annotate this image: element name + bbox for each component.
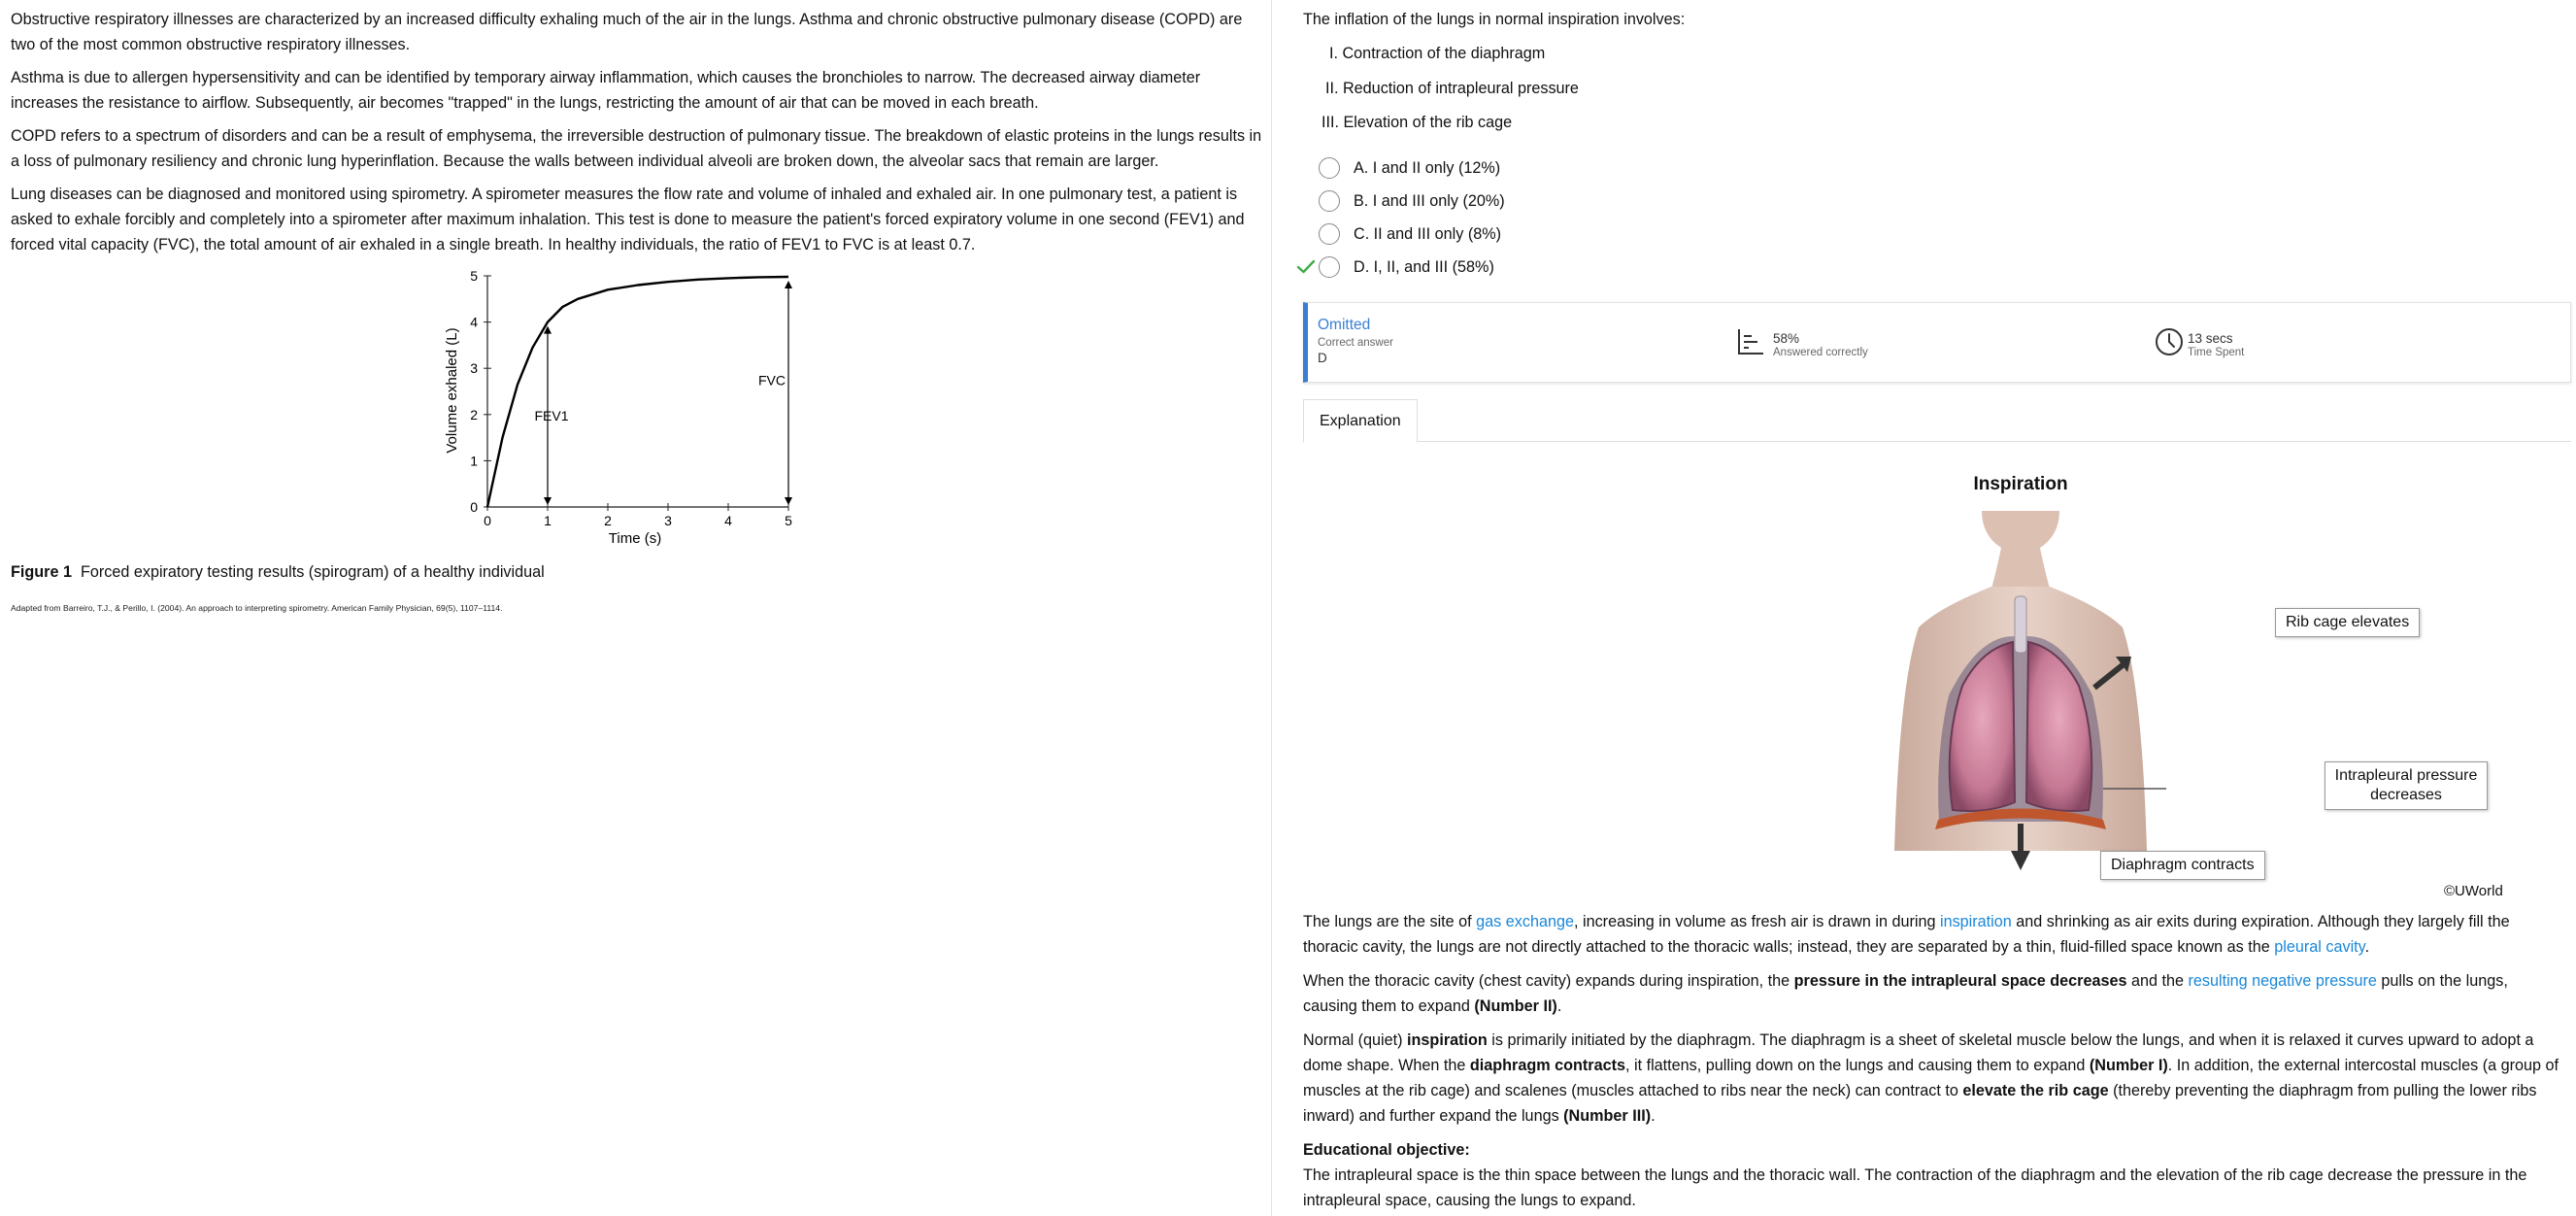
label-diaphragm: Diaphragm contracts xyxy=(2100,851,2265,880)
clock-icon xyxy=(2155,327,2184,361)
question-pane[interactable] xyxy=(1273,0,2576,1216)
answer-choice-b[interactable] xyxy=(1293,186,1779,216)
text-run: The lungs are the site of xyxy=(1303,913,1477,930)
educational-objective-heading: Educational objective: xyxy=(1303,1141,1470,1159)
x-tick-label: 1 xyxy=(544,513,552,528)
explanation-tabs xyxy=(1303,399,2571,442)
x-tick-label: 2 xyxy=(604,513,612,528)
passage-paragraph: Obstructive respiratory illnesses are characterized by an increased difficulty exhaling much of the air in the lungs. Asthma and chronic obstructive pulmonary disease (COPD) are two of the most common obstructive respiratory illnesses. xyxy=(11,11,1243,53)
y-tick-label: 3 xyxy=(470,360,478,377)
figure-source: Adapted from Barreiro, T.J., & Perillo, I. (2004). An approach to interpreting spirometry. American Family Physician, 69(5), 1107–1114. xyxy=(11,603,503,613)
text-run: . xyxy=(1651,1107,1656,1125)
text-run: , increasing in volume as fresh air is drawn in during xyxy=(1573,913,1940,930)
y-axis-title: Volume exhaled (L) xyxy=(444,327,460,454)
y-tick-label: 1 xyxy=(470,453,478,469)
inspiration-illustration xyxy=(1661,462,2516,909)
annotation-label: FEV1 xyxy=(534,407,569,423)
choice-label: C. II and III only (8%) xyxy=(1354,224,1502,243)
link-pleural-cavity[interactable]: pleural cavity xyxy=(2274,938,2365,956)
choice-label: B. I and III only (20%) xyxy=(1354,191,1505,210)
bold-text: (Number III) xyxy=(1563,1107,1652,1125)
question-stem: The inflation of the lungs in normal inspiration involves: xyxy=(1303,11,1686,28)
label-rib-cage: Rib cage elevates xyxy=(2275,608,2420,637)
answer-choice-d[interactable] xyxy=(1293,253,1779,282)
answer-status xyxy=(1318,317,1393,365)
passage-pane[interactable] xyxy=(0,0,1272,1216)
text-run: (thereby preventing the diaphragm from pulling the lower ribs inward) and further expand the lungs xyxy=(1303,1082,2537,1125)
text-run: is primarily initiated by the diaphragm. The diaphragm is a sheet of skeletal muscle below the lungs, and when it is relaxed it curves upward to adopt a dome shape. When the xyxy=(1303,1031,2534,1074)
percent-correct-stat xyxy=(1736,327,1868,361)
correct-answer-value: D xyxy=(1318,351,1327,365)
correct-answer-label: Correct answer xyxy=(1318,337,1393,349)
choice-label: D. I, II, and III (58%) xyxy=(1354,257,1494,276)
bold-text: (Number II) xyxy=(1474,997,1557,1015)
passage-text xyxy=(11,7,1263,265)
passage-paragraph: COPD refers to a spectrum of disorders and can be a result of emphysema, the irreversible destruction of pulmonary tissue. The breakdown of elastic proteins in the lungs results in a loss of pulmonary resiliency and chronic lung hyperinflation. Because the walls between individual alveoli are broken down, the alveolar sacs that remain are larger. xyxy=(11,127,1262,170)
spirogram-chart xyxy=(427,254,816,556)
thorax-lungs-image xyxy=(1661,462,2516,909)
x-tick-label: 3 xyxy=(664,513,672,528)
explanation-paragraph xyxy=(1303,909,2565,960)
educational-objective-text: The intrapleural space is the thin space between the lungs and the thoracic wall. The contraction of the diaphragm and the elevation of the rib cage decrease the pressure in the intrapleural space, causing the lungs to expand. xyxy=(1303,1166,2527,1209)
y-tick-label: 5 xyxy=(470,268,478,284)
x-tick-label: 4 xyxy=(724,513,732,528)
text-run: . In addition, the external intercostal muscles (a group of muscles at the rib cage) and scalenes (muscles attached to ribs near the neck) can contract to xyxy=(1303,1057,2559,1099)
bold-text: pressure in the intrapleural space decreases xyxy=(1793,972,2127,990)
figure-caption-text: Forced expiratory testing results (spirogram) of a healthy individual xyxy=(80,563,545,581)
label-intrapleural-pressure xyxy=(2325,761,2488,810)
illustration-title: Inspiration xyxy=(1973,474,2068,494)
answer-choice-a[interactable] xyxy=(1293,153,1779,183)
text-run: pulls on the lungs, causing them to expand xyxy=(1303,972,2508,1015)
arrowhead-down xyxy=(544,497,552,505)
bold-text: (Number I) xyxy=(2089,1057,2168,1074)
percent-value: 58% xyxy=(1773,330,1800,346)
radio-button[interactable] xyxy=(1319,256,1340,278)
copyright: ©UWorld xyxy=(2444,883,2503,899)
radio-button[interactable] xyxy=(1319,190,1340,212)
answer-choice-c[interactable] xyxy=(1293,220,1779,249)
statement-1: I. Contraction of the diaphragm xyxy=(1329,45,1546,62)
passage-paragraph: Lung diseases can be diagnosed and monitored using spirometry. A spirometer measures the flow rate and volume of inhaled and exhaled air. In one pulmonary test, a patient is asked to exhale forcibly and completely into a spirometer after maximum inhalation. This test is done to measure the patient's forced expiratory volume in one second (FEV1) and forced vital capacity (FVC), the total amount of air exhaled in a single breath. In healthy individuals, the ratio of FEV1 to FVC is at least 0.7. xyxy=(11,186,1245,253)
explanation-text xyxy=(1303,909,2565,1213)
percent-label: Answered correctly xyxy=(1773,346,1868,358)
text-run: and shrinking as air exits during expiration. Although they largely fill the thoracic cavity, the lungs are not directly attached to the thoracic walls; instead, they are separated by a thin, fluid-filled space known as the xyxy=(1303,913,2510,956)
text-run: Normal (quiet) xyxy=(1303,1031,1408,1049)
x-tick-label: 5 xyxy=(785,513,792,528)
bold-text: inspiration xyxy=(1407,1031,1488,1049)
statement-2: II. Reduction of intrapleural pressure xyxy=(1325,80,1579,97)
bold-text: diaphragm contracts xyxy=(1469,1057,1625,1074)
tab-explanation[interactable]: Explanation xyxy=(1303,399,1418,443)
arrowhead-down xyxy=(785,497,792,505)
statement-3: III. Elevation of the rib cage xyxy=(1321,114,1513,131)
link-inspiration[interactable]: inspiration xyxy=(1939,913,2012,930)
figure-caption xyxy=(11,563,545,582)
text-run: and the xyxy=(2126,972,2189,990)
time-value: 13 secs xyxy=(2188,330,2233,346)
answer-stats-panel xyxy=(1303,302,2571,383)
spirogram-curve xyxy=(487,277,788,507)
annotation-label: FVC xyxy=(758,372,786,388)
radio-button[interactable] xyxy=(1319,157,1340,179)
x-axis-title: Time (s) xyxy=(608,530,662,547)
text-run: When the thoracic cavity (chest cavity) expands during inspiration, the xyxy=(1303,972,1794,990)
text-run: , it flattens, pulling down on the lungs and causing them to expand xyxy=(1625,1057,2090,1074)
choice-label: A. I and II only (12%) xyxy=(1354,158,1501,177)
time-label: Time Spent xyxy=(2188,346,2245,358)
y-tick-label: 4 xyxy=(470,314,478,330)
link-gas-exchange[interactable]: gas exchange xyxy=(1476,913,1574,930)
label-pressure-line2: decreases xyxy=(2370,787,2442,803)
figure-label: Figure 1 xyxy=(11,563,72,581)
y-tick-label: 2 xyxy=(470,406,478,422)
time-spent-stat xyxy=(2155,327,2244,361)
link-negative-pressure[interactable]: resulting negative pressure xyxy=(2188,972,2377,990)
text-run: . xyxy=(2364,938,2370,956)
label-pressure-line1: Intrapleural pressure xyxy=(2334,767,2478,784)
explanation-paragraph xyxy=(1303,968,2565,1019)
bold-text: elevate the rib cage xyxy=(1962,1082,2109,1099)
y-tick-label: 0 xyxy=(470,499,478,515)
text-run: . xyxy=(1556,997,1562,1015)
arrowhead-up xyxy=(785,281,792,288)
radio-button[interactable] xyxy=(1319,223,1340,245)
checkmark-icon xyxy=(1293,259,1319,275)
x-tick-label: 0 xyxy=(484,513,491,528)
bar-chart-icon xyxy=(1736,327,1765,361)
status-label: Omitted xyxy=(1318,317,1371,333)
explanation-paragraph xyxy=(1303,1028,2565,1129)
passage-paragraph: Asthma is due to allergen hypersensitivity and can be identified by temporary airway inflammation, which causes the bronchioles to narrow. The decreased airway diameter increases the resistance to airflow. Subsequently, air becomes "trapped" in the lungs, restricting the amount of air that can be moved in each breath. xyxy=(11,69,1201,112)
